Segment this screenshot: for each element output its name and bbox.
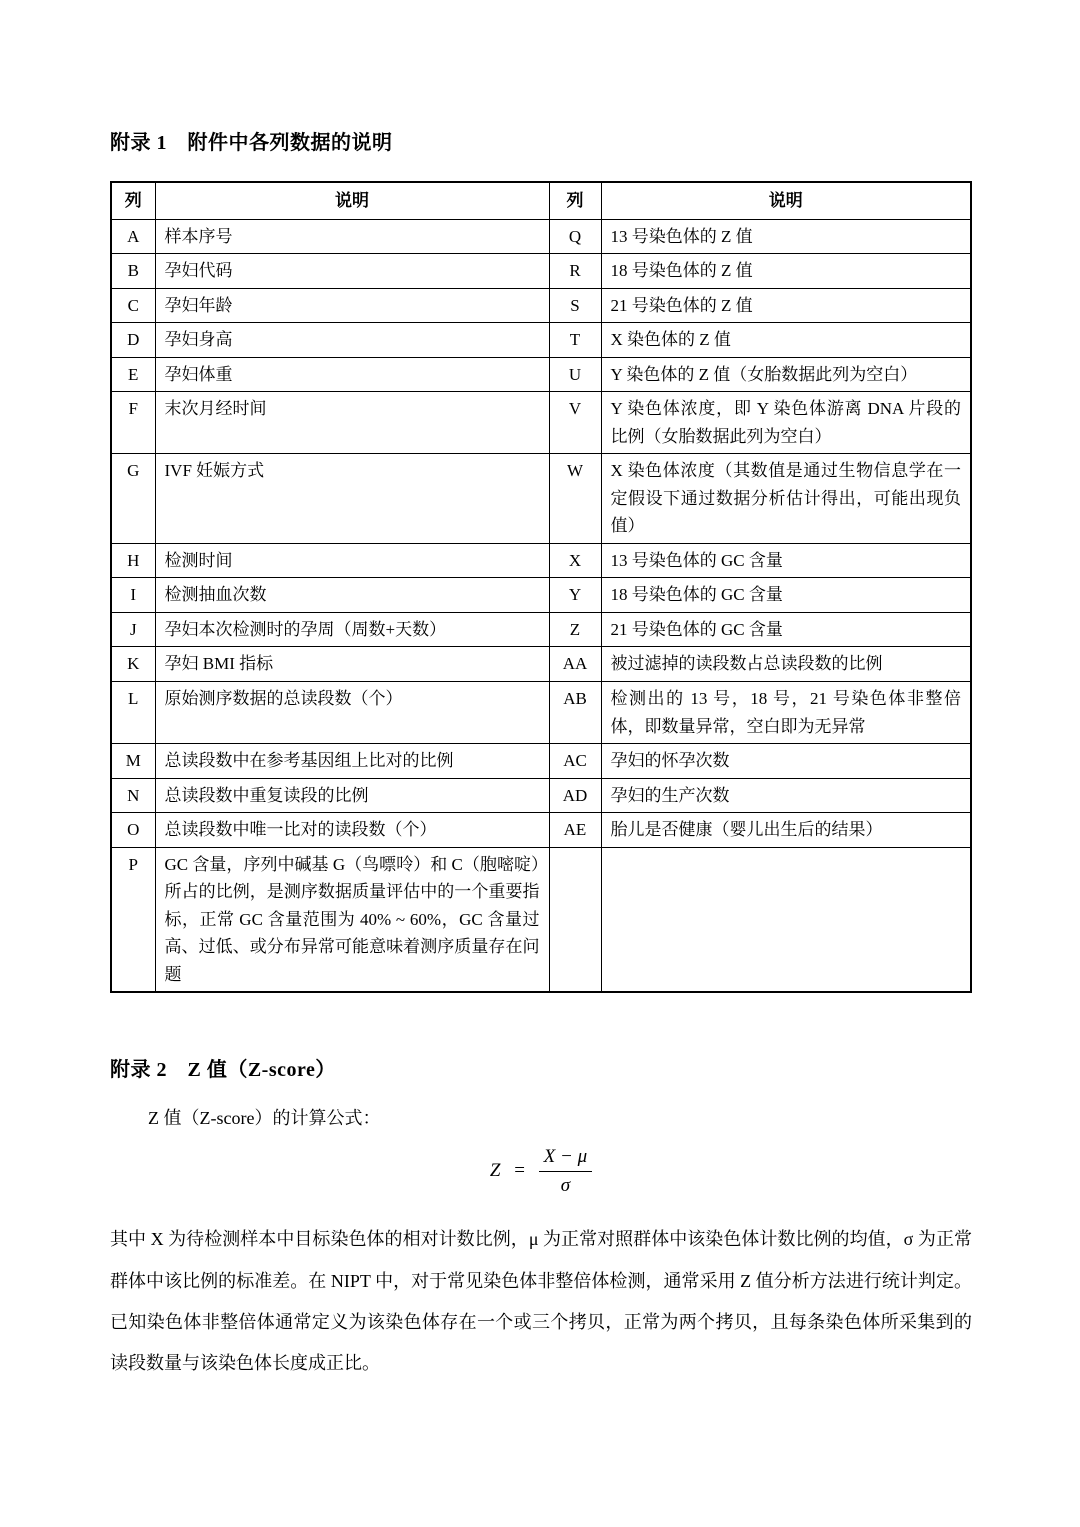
column-description-cell: 孕妇身高 [155,323,549,358]
column-description-cell: X 染色体浓度（其数值是通过生物信息学在一定假设下通过数据分析估计得出，可能出现负值） [601,454,971,544]
column-letter-cell: M [111,744,155,779]
column-letter-cell: X [549,543,601,578]
column-letter-cell: L [111,681,155,743]
table-row [111,813,971,848]
table-row [111,357,971,392]
column-letter-cell: W [549,454,601,544]
column-description-cell: 18 号染色体的 Z 值 [601,254,971,289]
column-description-cell: 孕妇的怀孕次数 [601,744,971,779]
column-description-cell: 13 号染色体的 GC 含量 [601,543,971,578]
column-letter-cell: N [111,778,155,813]
zscore-explanation-paragraph: 其中 X 为待检测样本中目标染色体的相对计数比例，μ 为正常对照群体中该染色体计数比例的均值，σ 为正常群体中该比例的标准差。在 NIPT 中，对于常见染色体非整倍体检测，通常采用 Z 值分析方法进行统计判定。已知染色体非整倍体通常定义为该染色体存在一个或三个拷贝，正常为两个拷贝，且每条染色体所采集到的读段数量与该染色体长度成正比。 [110,1229,972,1374]
formula-equals: = [514,1160,525,1182]
column-letter-cell: Y [549,578,601,613]
column-letter-cell: AC [549,744,601,779]
column-letter-cell: P [111,847,155,992]
formula-denominator: σ [560,1175,571,1197]
formula-intro: Z 值（Z-score）的计算公式： [148,1108,381,1129]
column-letter-cell: E [111,357,155,392]
column-description-cell: IVF 妊娠方式 [155,454,549,544]
column-letter-cell [549,847,601,992]
column-description-cell: 孕妇年龄 [155,288,549,323]
column-letter-cell: Q [549,219,601,254]
column-description-table [110,181,972,993]
column-letter-cell: G [111,454,155,544]
column-letter-cell: Z [549,612,601,647]
column-description-cell: 孕妇本次检测时的孕周（周数+天数） [155,612,549,647]
column-description-cell: 检测抽血次数 [155,578,549,613]
table-row [111,392,971,454]
column-description-cell: 18 号染色体的 GC 含量 [601,578,971,613]
header-col-desc-right: 说明 [601,182,971,219]
column-description-cell: 检测时间 [155,543,549,578]
column-description-cell: 总读段数中在参考基因组上比对的比例 [155,744,549,779]
column-letter-cell: F [111,392,155,454]
formula-fraction [539,1146,592,1197]
table-row [111,847,971,992]
table-row [111,778,971,813]
column-description-cell: 总读段数中唯一比对的读段数（个） [155,813,549,848]
appendix2-title: 附录 2 Z 值（Z-score） [110,1059,336,1082]
column-description-cell: Y 染色体的 Z 值（女胎数据此列为空白） [601,357,971,392]
column-letter-cell: K [111,647,155,682]
column-letter-cell: B [111,254,155,289]
table-row [111,454,971,544]
header-col-desc-left: 说明 [155,182,549,219]
table-row [111,578,971,613]
column-letter-cell: T [549,323,601,358]
column-description-cell: 21 号染色体的 GC 含量 [601,612,971,647]
table-row [111,288,971,323]
column-description-cell: 13 号染色体的 Z 值 [601,219,971,254]
table-row [111,219,971,254]
table-row [111,647,971,682]
column-description-cell: 样本序号 [155,219,549,254]
column-description-cell: 孕妇体重 [155,357,549,392]
column-description-cell: GC 含量，序列中碱基 G（鸟嘌呤）和 C（胞嘧啶）所占的比例，是测序数据质量评估中的一个重要指标，正常 GC 含量范围为 40% ~ 60%，GC 含量过高、过低、或分布异常可能意味着测序质量存在问题 [155,847,549,992]
column-description-cell: 被过滤掉的读段数占总读段数的比例 [601,647,971,682]
column-description-cell [601,847,971,992]
column-description-cell: X 染色体的 Z 值 [601,323,971,358]
appendix1-title: 附录 1 附件中各列数据的说明 [110,132,393,154]
column-letter-cell: AD [549,778,601,813]
column-letter-cell: I [111,578,155,613]
column-letter-cell: V [549,392,601,454]
column-description-cell: 检测出的 13 号，18 号，21 号染色体非整倍体，即数量异常，空白即为无异常 [601,681,971,743]
column-letter-cell: S [549,288,601,323]
column-letter-cell: AE [549,813,601,848]
column-letter-cell: C [111,288,155,323]
column-description-cell: 原始测序数据的总读段数（个） [155,681,549,743]
column-table-body [111,219,971,992]
formula-lhs: Z [489,1160,501,1182]
table-row [111,681,971,743]
column-description-cell: 21 号染色体的 Z 值 [601,288,971,323]
column-description-cell: 总读段数中重复读段的比例 [155,778,549,813]
header-col-letter-left: 列 [111,182,155,219]
table-row [111,543,971,578]
column-letter-cell: J [111,612,155,647]
column-description-cell: 孕妇代码 [155,254,549,289]
column-letter-cell: R [549,254,601,289]
column-description-cell: 末次月经时间 [155,392,549,454]
table-row [111,254,971,289]
column-description-cell: 孕妇的生产次数 [601,778,971,813]
table-row [111,612,971,647]
table-header-row [111,182,971,219]
column-letter-cell: H [111,543,155,578]
column-letter-cell: A [111,219,155,254]
column-letter-cell: AA [549,647,601,682]
table-row [111,323,971,358]
column-letter-cell: O [111,813,155,848]
header-col-letter-right: 列 [549,182,601,219]
column-letter-cell: D [111,323,155,358]
table-row [111,744,971,779]
column-description-cell: 胎儿是否健康（婴儿出生后的结果） [601,813,971,848]
column-letter-cell: U [549,357,601,392]
formula-numerator: X − μ [539,1146,592,1172]
column-letter-cell: AB [549,681,601,743]
z-score-formula [110,1146,972,1197]
column-description-cell: Y 染色体浓度，即 Y 染色体游离 DNA 片段的比例（女胎数据此列为空白） [601,392,971,454]
column-description-cell: 孕妇 BMI 指标 [155,647,549,682]
